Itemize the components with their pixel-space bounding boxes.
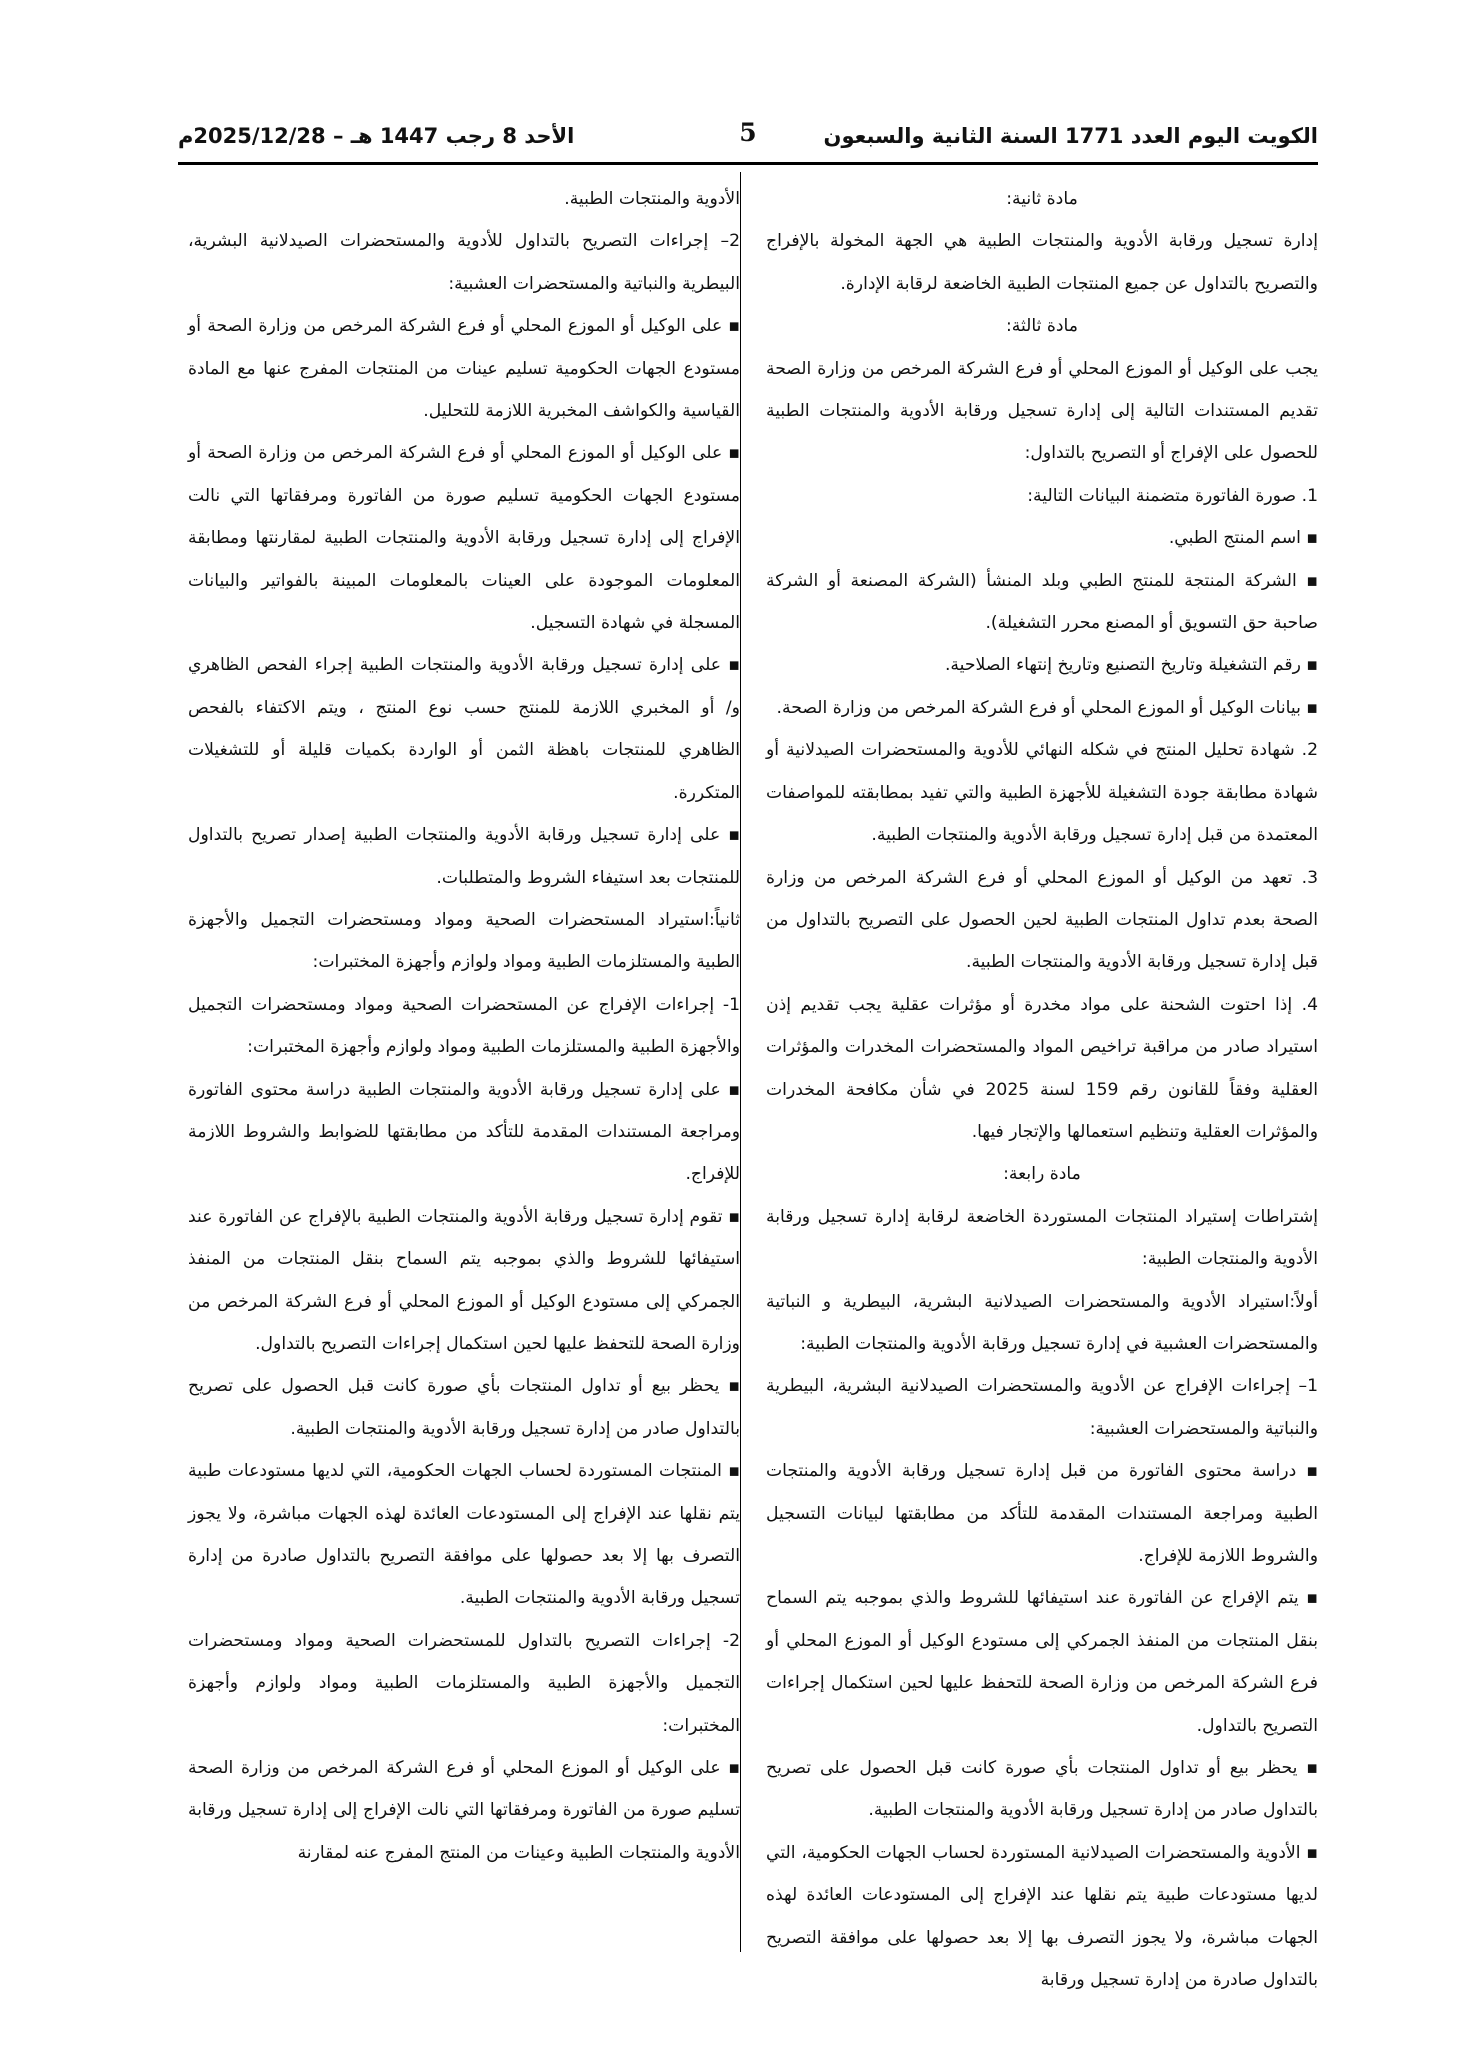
numbered-item: 4. إذا احتوت الشحنة على مواد مخدرة أو مؤثرات عقلية يجب تقديم إذن استيراد صادر من مراقبة تراخيص المواد والمستحضرات المخدرات والمؤثرات العقلية وفقاً للقانون رقم 159 لسنة 2025 في شأن مكافحة المخدرات والمؤثرات العقلية وتنظيم استعمالها والإتجار فيها. bbox=[766, 994, 1318, 1142]
bullet-item: ▪ على الوكيل أو الموزع المحلي أو فرع الشركة المرخص من وزارة الصحة أو مستودع الجهات الحكومية تسليم عينات من المنتجات المفرج عنها مع المادة القياسية والكواشف المخبرية اللازمة للتحليل. bbox=[188, 316, 740, 422]
left-column bbox=[188, 178, 740, 1874]
bullet-item: ▪ المنتجات المستوردة لحساب الجهات الحكومية، التي لديها مستودعات طبية يتم نقلها عند الإفراج إلى المستودعات العائدة لهذه الجهات مباشرة، ولا يجوز التصرف بها إلا بعد حصولها على موافقة التصريح بالتداول صادرة من إدارة تسجيل ورقابة الأدوية والمنتجات الطبية. bbox=[188, 1461, 740, 1609]
column-divider bbox=[740, 172, 741, 1952]
article-heading-3: مادة ثالثة: bbox=[1005, 316, 1078, 337]
bullet-item: ▪ على الوكيل أو الموزع المحلي أو فرع الشركة المرخص من وزارة الصحة أو مستودع الجهات الحكومية تسليم صورة من الفاتورة ومرفقاتها التي نالت الإفراج إلى إدارة تسجيل ورقابة الأدوية والمنتجات الطبية لمقارنتها ومطابقة المعلومات الموجودة على العينات بالمعلومات المبينة بالفواتير والبيانات المسجلة في شهادة التسجيل. bbox=[188, 443, 740, 634]
numbered-item: 1. صورة الفاتورة متضمنة البيانات التالية: bbox=[1027, 485, 1318, 506]
numbered-item: 2. شهادة تحليل المنتج في شكله النهائي للأدوية والمستحضرات الصيدلانية أو شهادة مطابقة جودة التشغيلة للأجهزة الطبية والتي تفيد بمطابقته للمواصفات المعتمدة من قبل إدارة تسجيل ورقابة الأدوية والمنتجات الطبية. bbox=[766, 740, 1318, 846]
article-heading-4: مادة رابعة: bbox=[1003, 1164, 1081, 1185]
section-heading: ثانياً:استيراد المستحضرات الصحية ومواد ومستحضرات التجميل والأجهزة الطبية والمستلزمات الطبية ومواد ولوازم وأجهزة المختبرات: bbox=[188, 909, 740, 973]
bullet-item: ▪ على إدارة تسجيل ورقابة الأدوية والمنتجات الطبية إصدار تصريح بالتداول للمنتجات بعد استيفاء الشروط والمتطلبات. bbox=[188, 825, 740, 888]
bullet-item: ▪ يحظر بيع أو تداول المنتجات بأي صورة كانت قبل الحصول على تصريح بالتداول صادر من إدارة تسجيل ورقابة الأدوية والمنتجات الطبية. bbox=[188, 1376, 740, 1439]
paragraph: إشتراطات إستيراد المنتجات المستوردة الخاضعة لرقابة إدارة تسجيل ورقابة الأدوية والمنتجات الطبية: bbox=[766, 1206, 1318, 1270]
bullet-item: ▪ على إدارة تسجيل ورقابة الأدوية والمنتجات الطبية دراسة محتوى الفاتورة ومراجعة المستندات المقدمة للتأكد من مطابقتها للضوابط والشروط اللازمة للإفراج. bbox=[188, 1079, 740, 1185]
bullet-item: ▪ يحظر بيع أو تداول المنتجات بأي صورة كانت قبل الحصول على تصريح بالتداول صادر من إدارة تسجيل ورقابة الأدوية والمنتجات الطبية. bbox=[766, 1758, 1318, 1821]
page-header bbox=[178, 118, 1318, 160]
bullet-item: ▪ يتم الإفراج عن الفاتورة عند استيفائها للشروط والذي بموجبه يتم السماح بنقل المنتجات من المنفذ الجمركي إلى مستودع الوكيل أو الموزع المحلي أو فرع الشركة المرخص من وزارة الصحة للتحفظ عليها لحين استكمال إجراءات التصريح بالتداول. bbox=[766, 1588, 1318, 1736]
header-rule bbox=[178, 162, 1318, 165]
numbered-item: 3. تعهد من الوكيل أو الموزع المحلي أو فرع الشركة المرخص من وزارة الصحة بعدم تداول المنتجات الطبية لحين الحصول على التصريح بالتداول من قبل إدارة تسجيل ورقابة الأدوية والمنتجات الطبية. bbox=[766, 867, 1318, 973]
page-number: 5 bbox=[739, 118, 757, 147]
bullet-item: ▪ الشركة المنتجة للمنتج الطبي وبلد المنشأ (الشركة المصنعة أو الشركة صاحبة حق التسويق أو المصنع محرر التشغيلة). bbox=[766, 570, 1318, 634]
bullet-item: ▪ رقم التشغيلة وتاريخ التصنيع وتاريخ إنتهاء الصلاحية. bbox=[944, 655, 1318, 676]
right-column bbox=[766, 178, 1318, 2001]
bullet-item: ▪ دراسة محتوى الفاتورة من قبل إدارة تسجيل ورقابة الأدوية والمنتجات الطبية ومراجعة المستندات المقدمة للتأكد من مطابقتها لبيانات التسجيل والشروط اللازمة للإفراج. bbox=[766, 1461, 1318, 1566]
header-date: الأحد 8 رجب 1447 هـ – 2025/12/28م bbox=[178, 124, 575, 148]
header-issue-info: الكويت اليوم العدد 1771 السنة الثانية والسبعون bbox=[823, 124, 1318, 148]
paragraph: الأدوية والمنتجات الطبية. bbox=[564, 189, 740, 209]
article-heading-2: مادة ثانية: bbox=[1006, 189, 1078, 209]
bullet-item: ▪ تقوم إدارة تسجيل ورقابة الأدوية والمنتجات الطبية بالإفراج عن الفاتورة عند استيفائها للشروط والذي بموجبه يتم السماح بنقل المنتجات من المنفذ الجمركي إلى مستودع الوكيل أو الموزع المحلي أو فرع الشركة المرخص من وزارة الصحة للتحفظ عليها لحين استكمال إجراءات التصريح بالتداول. bbox=[188, 1206, 740, 1354]
bullet-item: ▪ الأدوية والمستحضرات الصيدلانية المستوردة لحساب الجهات الحكومية، التي لديها مستودعات طبية يتم نقلها عند الإفراج إلى المستودعات العائدة لهذه الجهات مباشرة، ولا يجوز التصرف بها إلا بعد حصولها على موافقة التصريح بالتداول صادرة من إدارة تسجيل ورقابة bbox=[766, 1842, 1318, 1991]
section-heading: أولاً:استيراد الأدوية والمستحضرات الصيدلانية البشرية، البيطرية و النباتية والمستحضرات العشبية في إدارة تسجيل ورقابة الأدوية والمنتجات الطبية: bbox=[766, 1291, 1318, 1354]
paragraph: إدارة تسجيل ورقابة الأدوية والمنتجات الطبية هي الجهة المخولة بالإفراج والتصريح بالتداول عن جميع المنتجات الطبية الخاضعة لرقابة الإدارة. bbox=[766, 231, 1318, 294]
bullet-item: ▪ اسم المنتج الطبي. bbox=[1168, 528, 1318, 549]
bullet-item: ▪ على الوكيل أو الموزع المحلي أو فرع الشركة المرخص من وزارة الصحة تسليم صورة من الفاتورة ومرفقاتها التي نالت الإفراج إلى إدارة تسجيل ورقابة الأدوية والمنتجات الطبية وعينات من المنتج المفرج عنه لمقارنة bbox=[188, 1758, 740, 1863]
subsection-heading: 2– إجراءات التصريح بالتداول للأدوية والمستحضرات الصيدلانية البشرية، البيطرية والنباتية والمستحضرات العشبية: bbox=[188, 231, 740, 294]
bullet-item: ▪ على إدارة تسجيل ورقابة الأدوية والمنتجات الطبية إجراء الفحص الظاهري و/ أو المخبري اللازمة للمنتج حسب نوع المنتج ، ويتم الاكتفاء بالفحص الظاهري للمنتجات باهظة الثمن أو الواردة بكميات قليلة أو للتشغيلات المتكررة. bbox=[188, 655, 740, 803]
subsection-heading: 2- إجراءات التصريح بالتداول للمستحضرات الصحية ومواد ومستحضرات التجميل والأجهزة الطبية والمستلزمات الطبية ومواد ولوازم وأجهزة المختبرات: bbox=[188, 1630, 740, 1736]
bullet-item: ▪ بيانات الوكيل أو الموزع المحلي أو فرع الشركة المرخص من وزارة الصحة. bbox=[776, 697, 1318, 718]
paragraph: يجب على الوكيل أو الموزع المحلي أو فرع الشركة المرخص من وزارة الصحة تقديم المستندات التالية إلى إدارة تسجيل ورقابة الأدوية والمنتجات الطبية للحصول على الإفراج أو التصريح بالتداول: bbox=[766, 358, 1318, 464]
subsection-heading: 1– إجراءات الإفراج عن الأدوية والمستحضرات الصيدلانية البشرية، البيطرية والنباتية والمستحضرات العشبية: bbox=[766, 1376, 1318, 1439]
subsection-heading: 1- إجراءات الإفراج عن المستحضرات الصحية ومواد ومستحضرات التجميل والأجهزة الطبية والمستلزمات الطبية ومواد ولوازم وأجهزة المختبرات: bbox=[188, 994, 740, 1058]
